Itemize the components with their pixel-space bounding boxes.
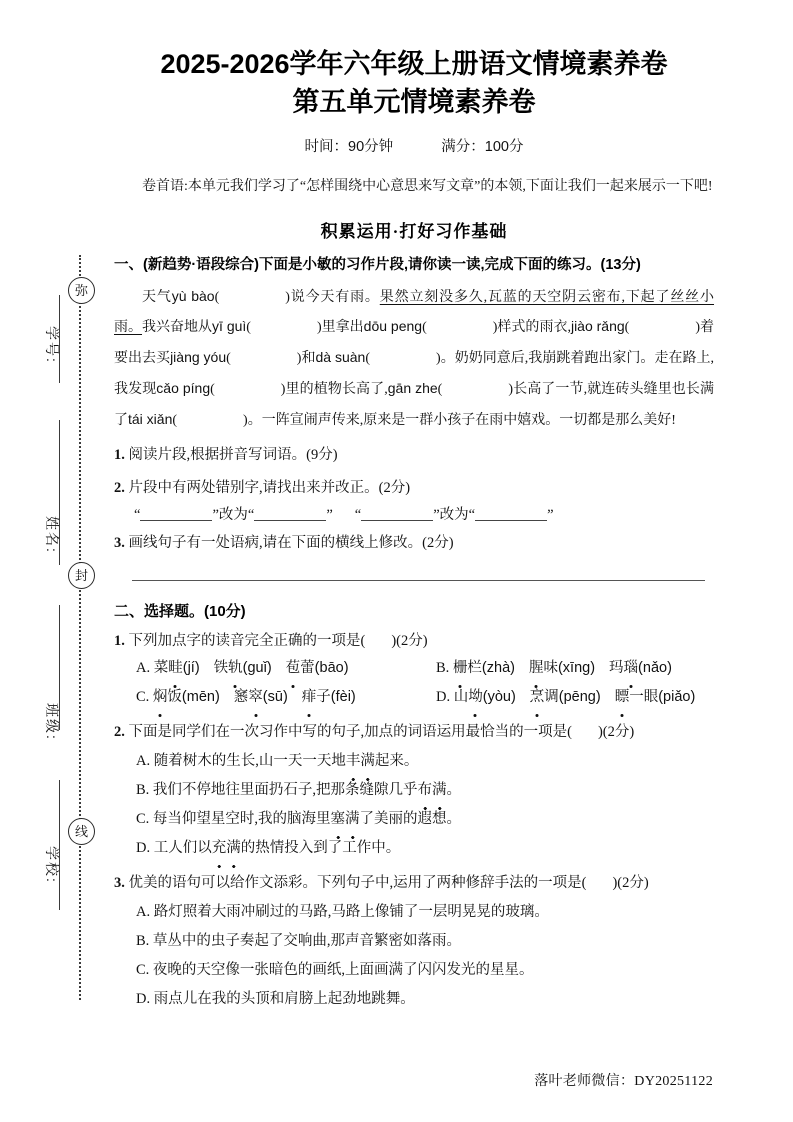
passage-seg-11: 。一阵宣闹声传来,原来是一群小孩子在雨中嬉戏。一切都是那么美好!	[247, 412, 676, 428]
option-letter: A.	[136, 904, 151, 921]
pinyin-yigui: yī guì	[212, 318, 247, 335]
pinyin-yubao: yù bào	[171, 287, 215, 304]
option-b[interactable]	[136, 927, 714, 956]
page-title: 2025-2026学年六年级上册语文情境素养卷	[160, 49, 668, 79]
passage-underlined-sentence: 果然立刻没多久,瓦蓝的天空阴云密布,下起了丝丝小雨。	[114, 289, 715, 336]
section-one-question-3	[114, 530, 714, 557]
content-column	[114, 46, 714, 1014]
pinyin-jiaorang: jiào rǎng	[570, 318, 625, 335]
question-2-options	[136, 747, 714, 863]
option-text: 夜晚的天空像一张暗色的画纸,上面画满了闪闪发光的星星。	[152, 962, 534, 979]
correction-answer-row	[134, 503, 714, 524]
seal-label-school: 学校:	[44, 846, 60, 884]
stem-after: )(2分)	[391, 633, 428, 650]
passage-seg-5: 样式的雨衣,	[497, 320, 571, 336]
option-text: 草丛中的虫子奏起了交响曲,那声音繁密如落雨。	[152, 933, 462, 950]
seal-label-name: 姓名:	[44, 516, 60, 554]
stem-before: 下列加点字的读音完全正确的一项是(	[128, 633, 366, 650]
option-c[interactable]	[136, 683, 436, 712]
option-d[interactable]	[436, 683, 695, 712]
emphasis-char: 坳	[468, 683, 483, 712]
option-letter: D.	[436, 689, 451, 706]
passage-seg-9: 里的植物长高了,	[285, 382, 388, 398]
emphasis-char: 畦	[168, 654, 183, 683]
question-index: 1.	[114, 446, 125, 463]
emphasis-word: 塞满	[331, 805, 360, 834]
passage-seg-1: 天气	[142, 289, 172, 305]
option-a[interactable]	[136, 654, 436, 683]
option-letter: A.	[136, 660, 151, 677]
correction-blank-1[interactable]	[140, 506, 212, 521]
question-text: 阅读片段,根据拼音写词语。(9分)	[128, 446, 338, 463]
correction-blank-2[interactable]	[254, 506, 326, 521]
section-two-question-2-stem	[114, 719, 714, 745]
passage-seg-7: 和	[301, 351, 316, 367]
emphasis-char: 苞	[286, 654, 301, 683]
option-letter: D.	[136, 840, 151, 857]
question-3-options	[136, 898, 714, 1014]
passage-seg-6: 着要出去买	[114, 320, 715, 367]
option-letter: C.	[136, 811, 150, 828]
footer-watermark: 落叶老师微信：DY20251122	[534, 1074, 713, 1089]
option-d[interactable]	[136, 985, 714, 1014]
correction-blank-4[interactable]	[475, 506, 547, 521]
emphasis-char: 瑙	[624, 654, 639, 683]
option-a[interactable]	[136, 898, 714, 927]
option-text: 雨点儿在我的头顶和肩膀上起劲地跳舞。	[153, 991, 415, 1008]
option-c[interactable]	[136, 956, 714, 985]
option-letter: B.	[136, 782, 150, 799]
emphasis-char: 窣	[248, 683, 263, 712]
question-index: 1.	[114, 633, 125, 650]
emphasis-char: 焖	[153, 683, 168, 712]
question-text: 片段中有两处错别字,请找出来并改正。(2分)	[128, 479, 411, 496]
seal-circle-feng: 封	[68, 562, 95, 589]
option-word-2: 腥味(xīng)	[529, 660, 595, 676]
option-c[interactable]: C. 每当仰望星空时,我的脑海里塞满了美丽的遐想。	[136, 805, 714, 834]
seal-dotted-line	[79, 255, 81, 1000]
option-row-cd	[136, 683, 714, 712]
quote-open-2: “	[354, 507, 362, 524]
emphasis-char: 腥	[529, 654, 544, 683]
option-word-3: 瞟一眼(piǎo)	[615, 689, 696, 705]
stem-before: 下面是同学们在一次习作中写的句子,加点的词语运用最恰当的一项是(	[128, 724, 572, 741]
option-b[interactable]	[436, 654, 672, 683]
option-letter: C.	[136, 962, 150, 979]
page-subtitle: 第五单元情境素养卷	[292, 87, 536, 118]
option-a[interactable]: A. 随着树木的生长,山一天一天地丰满起来。	[136, 747, 714, 776]
seal-circle-mi: 弥	[68, 277, 95, 304]
option-word-2: 窸窣(sū)	[234, 689, 288, 705]
option-word-3: 苞蕾(bāo)	[286, 660, 349, 676]
score-label: 满分：100分	[441, 138, 524, 155]
answer-write-line[interactable]	[132, 579, 705, 581]
passage-body: 天气yù bào( )说今天有雨。果然立刻没多久,瓦蓝的天空阴云密布,下起了丝丝小雨。我兴奋地从yī guì( )里拿出dōu peng( )样式的雨衣,jiào rǎng( )着要出去买jiàng yóu( )和dà suàn( )。奶奶同意后,我崩跳着跑出家门。走在路上,我发现cǎo píng( )里的植物长高了,gān zhe( )长高了一节,就连砖头缝里也长满了tái xiǎn( )。一阵宣闹声传来,原来是一群小孩子在雨中嬉戏。一切都是那么美好!	[114, 287, 715, 428]
option-word-3: 痱子(fèi)	[302, 689, 356, 705]
passage-seg-4: 里拿出	[321, 320, 364, 336]
option-letter: B.	[136, 933, 150, 950]
pinyin-doupeng: dōu peng	[363, 318, 423, 335]
question-index: 2.	[114, 479, 125, 496]
pinyin-dasuan: dà suàn	[315, 349, 366, 366]
pinyin-jiangyou: jiàng yóu	[170, 349, 227, 366]
option-word-3: 玛瑙(nǎo)	[609, 660, 672, 676]
option-word-2: 铁轨(guǐ)	[214, 660, 272, 676]
stem-after: )(2分)	[597, 724, 635, 741]
question-index: 3.	[114, 535, 125, 552]
passage-seg-3: 我兴奋地从	[142, 320, 213, 336]
pinyin-taixian: tái xiǎn	[128, 410, 173, 427]
option-letter: C.	[136, 689, 150, 706]
exam-meta	[114, 135, 714, 156]
passage-seg-10: 长高了一节,就连砖头缝里也长满了	[114, 382, 714, 428]
preface-text: 卷首语:本单元我们学习了“怎样围绕中心意思来写文章”的本领,下面让我们一起来展示一下吧!	[142, 178, 713, 194]
quote-change-2: ”改为“	[433, 507, 476, 524]
emphasis-char: 轨	[228, 654, 243, 683]
emphasis-word: 充满	[212, 834, 241, 863]
section-two-question-1-stem	[114, 628, 714, 654]
question-index: 3.	[114, 875, 125, 892]
emphasis-char: 瞟	[615, 683, 630, 712]
question-index: 2.	[114, 724, 125, 741]
time-label: 时间：90分钟	[304, 138, 394, 155]
seal-label-student-id: 学号:	[44, 326, 60, 364]
emphasis-char: 烹	[530, 683, 545, 712]
pinyin-ganzhe: gān zhe	[387, 380, 438, 397]
seal-circle-xian: 线	[68, 818, 95, 845]
option-word-1: 焖饭(mēn)	[153, 689, 220, 705]
section-one-question-1	[114, 442, 714, 469]
section-one-heading: 一、(新趋势·语段综合)下面是小敏的习作片段,请你读一读,完成下面的练习。(13分)	[114, 256, 641, 273]
option-letter: A.	[136, 753, 151, 770]
option-word-1: 栅栏(zhà)	[453, 660, 515, 676]
option-row-ab	[136, 654, 714, 683]
option-text: 路灯照着大雨冲刷过的马路,马路上像铺了一层明晃晃的玻璃。	[153, 904, 549, 921]
quote-change: ”改为“	[212, 507, 255, 524]
passage-seg-8: 。奶奶同意后,我崩跳着跑出家门。走在路上,我发现	[114, 351, 715, 398]
quote-close-2: ”	[547, 507, 554, 524]
emphasis-word: 布满	[418, 776, 447, 805]
option-letter: B.	[436, 660, 450, 677]
seal-label-class: 班级:	[44, 703, 60, 741]
quote-open: “	[134, 507, 141, 524]
option-word-1: 山坳(yòu)	[454, 689, 516, 705]
option-letter: D.	[136, 991, 151, 1008]
pinyin-caoping: cǎo píng	[156, 380, 211, 397]
option-word-1: 菜畦(jí)	[154, 660, 200, 676]
stem-after: )(2分)	[612, 875, 649, 892]
section-two-heading: 二、选择题。(10分)	[114, 603, 246, 621]
emphasis-char: 栅	[453, 654, 468, 683]
quote-close: ”	[326, 507, 333, 524]
passage-seg-2: 说今天有雨。	[289, 289, 380, 305]
emphasis-word: 丰满	[346, 747, 375, 776]
correction-blank-3[interactable]	[361, 506, 433, 521]
option-d[interactable]: D. 工人们以充满的热情投入到了工作中。	[136, 834, 714, 863]
section-one-question-2	[114, 475, 714, 502]
seal-strip	[0, 0, 100, 1122]
option-b[interactable]: B. 我们不停地往里面扔石子,把那条缝隙几乎布满。	[136, 776, 714, 805]
section-banner: 积累运用·打好习作基础	[320, 221, 508, 241]
stem-before: 优美的语句可以给作文添彩。下列句子中,运用了两种修辞手法的一项是(	[128, 875, 587, 892]
section-two-question-3-stem	[114, 870, 714, 896]
question-text: 画线句子有一处语病,请在下面的横线上修改。(2分)	[128, 535, 454, 552]
emphasis-char: 痱	[302, 683, 317, 712]
option-word-2: 烹调(pēng)	[530, 689, 601, 705]
